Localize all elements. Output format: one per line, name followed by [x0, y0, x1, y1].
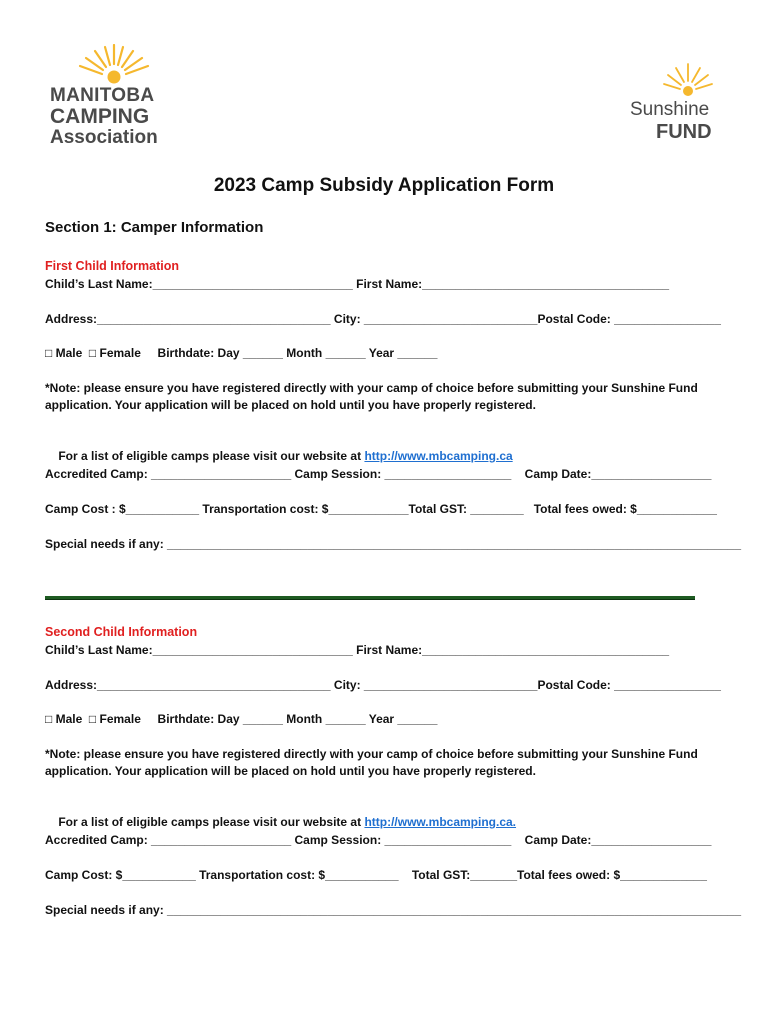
registration-note	[45, 380, 735, 414]
manitoba-camping-logo	[50, 44, 190, 148]
section-title: Section 1: Camper Information	[45, 219, 264, 236]
sunburst-icon	[658, 62, 718, 96]
second-child-section	[45, 624, 741, 954]
website-prefix: For a list of eligible camps please visit our website at	[58, 815, 365, 829]
gender-birthdate-line[interactable]: □ Male □ Female Birthdate: Day ______ Month ______ Year ______	[45, 346, 438, 360]
name-line[interactable]: Child’s Last Name:______________________________ First Name:_____________________________________	[45, 277, 670, 291]
name-line[interactable]: Child’s Last Name:______________________________ First Name:_____________________________________	[45, 643, 670, 657]
special-needs-line[interactable]: Special needs if any: ______________________________________________________________________________________	[45, 537, 741, 551]
logo-line-fund: FUND	[656, 121, 712, 143]
website-link[interactable]: http://www.mbcamping.ca.	[364, 815, 517, 829]
special-needs-line[interactable]: Special needs if any: ______________________________________________________________________________________	[45, 903, 741, 917]
camp-line[interactable]: Accredited Camp: _____________________ Camp Session: ___________________ Camp Date:__________________	[45, 833, 712, 847]
child-heading: First Child Information	[45, 259, 180, 273]
form-title: 2023 Camp Subsidy Application Form	[213, 175, 555, 196]
first-child-section	[45, 258, 741, 588]
website-link[interactable]: http://www.mbcamping.ca	[364, 449, 513, 463]
sunburst-icon	[50, 44, 190, 84]
address-line[interactable]: Address:___________________________________ City: __________________________Postal Code: ________________	[45, 678, 721, 692]
note-line: *Note: please ensure you have registered directly with your camp of choice before submitting your Sunshine Fund	[45, 747, 698, 761]
gender-birthdate-line[interactable]: □ Male □ Female Birthdate: Day ______ Month ______ Year ______	[45, 712, 438, 726]
logo-line-camping: CAMPING	[50, 105, 150, 128]
website-prefix: For a list of eligible camps please visit our website at	[58, 449, 365, 463]
cost-line[interactable]: Camp Cost: $___________ Transportation cost: $___________ Total GST:_______Total fees owed: $_____________	[45, 868, 707, 882]
note-line: application. Your application will be placed on hold until you have properly registered.	[45, 398, 536, 412]
logo-line-sunshine: Sunshine	[630, 99, 710, 120]
note-line: application. Your application will be placed on hold until you have properly registered.	[45, 764, 536, 778]
note-line: *Note: please ensure you have registered directly with your camp of choice before submitting your Sunshine Fund	[45, 381, 698, 395]
section-divider	[45, 596, 695, 600]
registration-note	[45, 746, 735, 780]
child-heading: Second Child Information	[45, 625, 198, 639]
camp-line[interactable]: Accredited Camp: _____________________ Camp Session: ___________________ Camp Date:__________________	[45, 467, 712, 481]
cost-line[interactable]: Camp Cost : $___________ Transportation cost: $____________Total GST: ________ Total fees owed: $____________	[45, 502, 717, 516]
logo-line-association: Association	[50, 127, 158, 148]
sunshine-fund-logo	[630, 62, 730, 146]
address-line[interactable]: Address:___________________________________ City: __________________________Postal Code: ________________	[45, 312, 721, 326]
logo-line-manitoba: MANITOBA	[50, 85, 155, 106]
